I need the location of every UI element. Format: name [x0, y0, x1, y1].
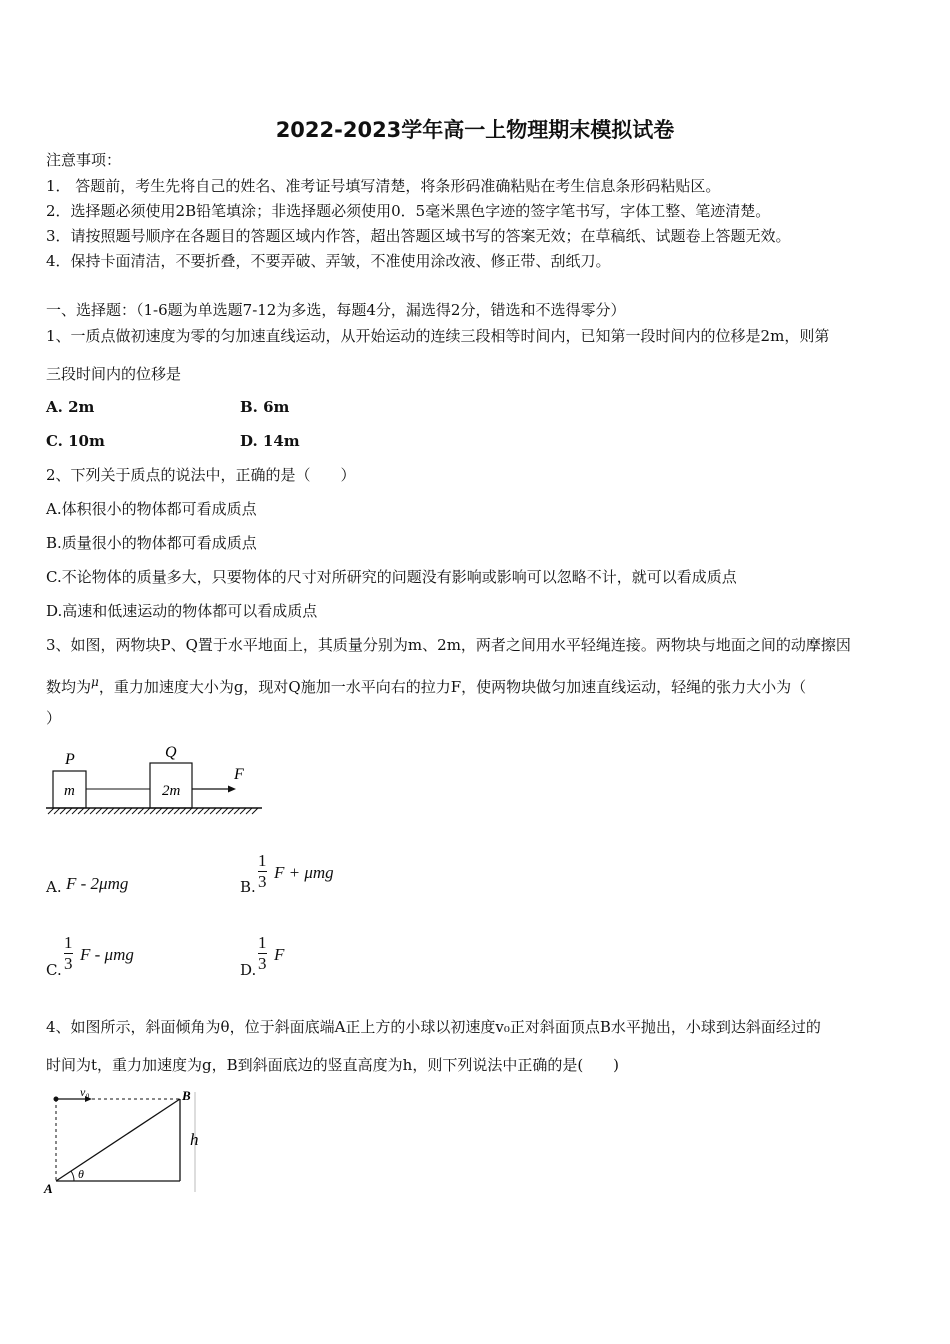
- fraction-numerator: 1: [64, 933, 73, 952]
- notice-item-2: 2．选择题必须使用2B铅笔填涂；非选择题必须使用0．5毫米黑色字迹的签字笔书写，字体工整、笔迹清楚。: [46, 202, 771, 220]
- q3-option-a-expr: F - 2μmg: [66, 874, 129, 893]
- label-v0: v₀: [80, 1085, 90, 1099]
- q2-option-c: C.不论物体的质量多大，只要物体的尺寸对所研究的问题没有影响或影响可以忽略不计，就可以看成质点: [46, 568, 737, 586]
- label-theta: θ: [78, 1167, 84, 1181]
- q3-option-d-label: D.: [240, 961, 257, 979]
- fraction-denominator: 3: [258, 872, 267, 891]
- notice-heading: 注意事项：: [46, 151, 122, 169]
- q1-stem-line1: 1、一质点做初速度为零的匀加速直线运动，从开始运动的连续三段相等时间内，已知第一段时间内的位移是2m，则第: [46, 327, 830, 345]
- fraction-numerator: 1: [258, 933, 267, 952]
- q4-stem-line2: 时间为t，重力加速度为g，B到斜面底边的竖直高度为h，则下列说法中正确的是( ): [46, 1056, 620, 1074]
- label-p: P: [65, 751, 75, 768]
- label-h: h: [190, 1130, 199, 1149]
- force-arrowhead: [228, 786, 236, 793]
- q1-option-a: A. 2m: [46, 398, 95, 416]
- q3-option-a-label: A.: [46, 878, 62, 896]
- q3-blocks-figure: [44, 738, 264, 818]
- fraction-denominator: 3: [64, 954, 73, 973]
- q2-option-d: D.高速和低速运动的物体都可以看成质点: [46, 602, 318, 620]
- label-f: F: [234, 766, 244, 783]
- notice-item-4: 4．保持卡面清洁，不要折叠，不要弄破、弄皱，不准使用涂改液、修正带、刮纸刀。: [46, 252, 611, 270]
- angle-arc: [71, 1171, 74, 1181]
- page-title: 2022-2023学年高一上物理期末模拟试卷: [275, 118, 675, 142]
- label-m: m: [64, 783, 75, 799]
- q4-stem-line1: 4、如图所示，斜面倾角为θ，位于斜面底端A正上方的小球以初速度v₀正对斜面顶点B水平抛出，小球到达斜面经过的: [46, 1018, 821, 1036]
- q2-option-a: A.体积很小的物体都可看成质点: [46, 500, 257, 518]
- label-a: A: [44, 1181, 53, 1196]
- incline-surface: [56, 1099, 180, 1181]
- q3-option-d-expr: F: [274, 945, 285, 964]
- q2-stem: 2、下列关于质点的说法中，正确的是（ ）: [46, 466, 356, 484]
- q2-option-b: B.质量很小的物体都可看成质点: [46, 534, 257, 552]
- q3-option-c-expr: F - μmg: [80, 945, 134, 964]
- mu-symbol: μ: [91, 675, 99, 689]
- ball: [54, 1097, 59, 1102]
- ground-hatching: [48, 808, 258, 814]
- section-heading: 一、选择题：（1-6题为单选题7-12为多选，每题4分，漏选得2分，错选和不选得零分）: [46, 301, 626, 319]
- q3-option-d-fraction: [258, 934, 267, 973]
- notice-item-3: 3．请按照题号顺序在各题目的答题区域内作答，超出答题区域书写的答案无效；在草稿纸、试题卷上答题无效。: [46, 227, 791, 245]
- q4-incline-figure: [42, 1082, 212, 1197]
- q1-option-d: D. 14m: [240, 432, 300, 450]
- label-2m: 2m: [162, 783, 181, 799]
- q3-option-b-label: B.: [240, 878, 256, 896]
- fraction-denominator: 3: [258, 954, 267, 973]
- q3-option-b-fraction: [258, 852, 267, 891]
- q1-option-c: C. 10m: [46, 432, 105, 450]
- fraction-numerator: 1: [258, 851, 267, 870]
- q3-option-c-fraction: [64, 934, 73, 973]
- q3-stem-line1: 3、如图，两物块P、Q置于水平地面上，其质量分别为m、2m，两者之间用水平轻绳连接。两物块与地面之间的动摩擦因: [46, 636, 851, 654]
- q3-option-b-expr: F + μmg: [274, 863, 334, 882]
- notice-item-1: 1． 答题前，考生先将自己的姓名、准考证号填写清楚，将条形码准确粘贴在考生信息条形码粘贴区。: [46, 177, 721, 195]
- q3-stem-line3: ）: [46, 709, 62, 727]
- q1-stem-line2: 三段时间内的位移是: [46, 365, 182, 383]
- q3-stem-line2-a: 数均为: [46, 678, 92, 696]
- q1-option-b: B. 6m: [240, 398, 290, 416]
- q3-stem-line2-b: ，重力加速度大小为g，现对Q施加一水平向右的拉力F，使两物块做匀加速直线运动，轻绳的张力大小为（: [98, 678, 807, 696]
- q3-option-c-label: C.: [46, 961, 62, 979]
- label-b: B: [182, 1088, 191, 1103]
- label-q: Q: [165, 744, 177, 761]
- q3-stem-line2: [46, 672, 806, 697]
